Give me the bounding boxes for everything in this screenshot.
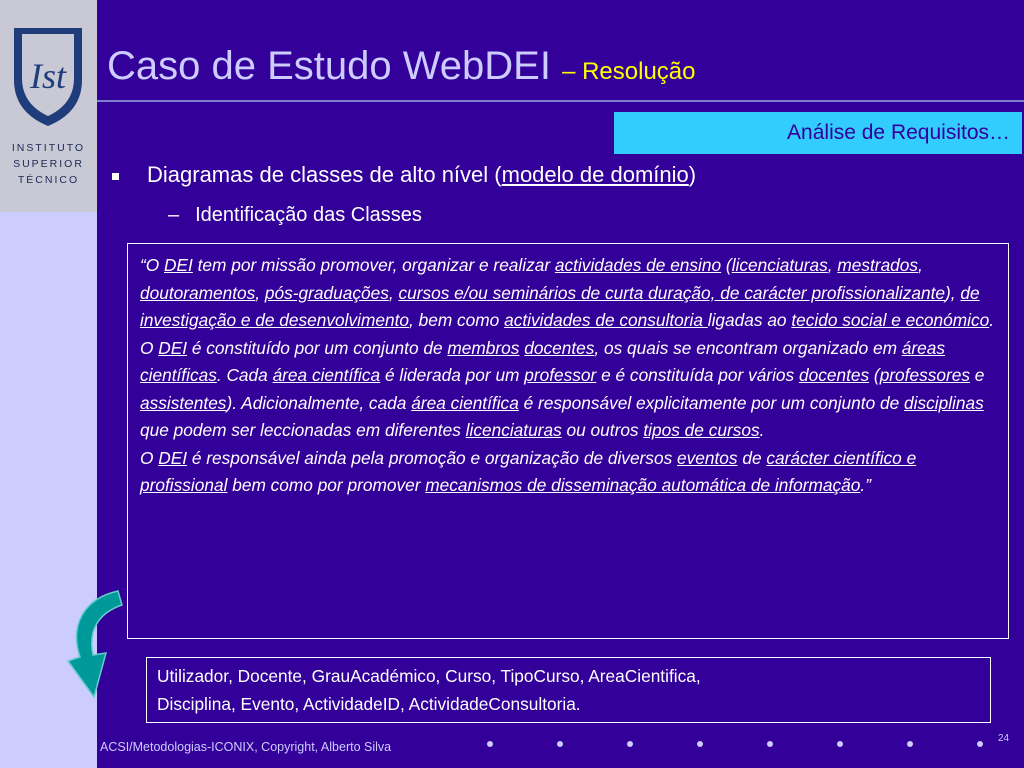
- quote-text: ligadas ao: [707, 310, 792, 330]
- quote-text: é responsável explicitamente por um conjunto de: [518, 392, 905, 413]
- quote-text: é responsável ainda pela promoção e organização de diversos: [187, 447, 678, 468]
- underlined-term[interactable]: DEI: [158, 337, 188, 358]
- quote-text: ),: [945, 282, 961, 303]
- logo-line-1: INSTITUTO: [11, 142, 86, 154]
- underlined-term[interactable]: docentes: [524, 337, 595, 358]
- quote-text: (: [869, 365, 880, 385]
- underlined-term[interactable]: doutoramentos: [140, 282, 256, 303]
- quote-text: que podem ser leccionadas em diferentes: [140, 420, 466, 440]
- underlined-term[interactable]: DEI: [158, 447, 188, 468]
- bullet-text: Diagramas de classes de alto nível (: [147, 162, 502, 187]
- title-text: Caso de Estudo WebDEI: [107, 44, 551, 88]
- quote-text: , bem como: [409, 310, 505, 330]
- curved-arrow-icon: [60, 585, 130, 705]
- institution-name: [0, 140, 97, 188]
- quote-text: ,: [918, 255, 923, 275]
- ist-shield-icon: [0, 0, 97, 140]
- underlined-term[interactable]: mestrados: [837, 255, 919, 275]
- underlined-term[interactable]: pós-graduações: [264, 282, 389, 303]
- underlined-term[interactable]: cursos e/ou seminários de curta duração, de carácter profissionalizante: [398, 282, 946, 303]
- svg-text:Ist: Ist: [30, 56, 66, 96]
- underlined-term[interactable]: professores: [879, 365, 970, 385]
- quote-text: é constituído por um conjunto de: [187, 337, 448, 358]
- quote-text: ,: [255, 282, 265, 303]
- quote-text: é liderada por um: [380, 365, 525, 385]
- square-bullet-icon: [112, 173, 119, 180]
- underlined-term[interactable]: mecanismos de disseminação automática de informação: [425, 475, 861, 495]
- dei-mission-quote: [127, 243, 1009, 639]
- quote-text: ,: [827, 255, 838, 275]
- identified-classes-box: [146, 657, 991, 723]
- quote-paragraph-3: [140, 445, 998, 500]
- page-number: 24: [998, 733, 1010, 744]
- quote-text: “O: [140, 255, 164, 275]
- dash-bullet-icon: –: [168, 204, 180, 226]
- underlined-term[interactable]: de investigação e de desenvolvimento: [140, 282, 980, 330]
- quote-paragraph-2: [140, 335, 998, 445]
- quote-text: O: [140, 337, 159, 358]
- underlined-term[interactable]: actividades de consultoria: [504, 310, 708, 330]
- section-label: Análise de Requisitos…: [614, 112, 1022, 154]
- quote-text: O: [140, 447, 159, 468]
- underlined-term[interactable]: tipos de cursos: [643, 420, 760, 440]
- underlined-term[interactable]: disciplinas: [904, 392, 984, 413]
- quote-text: .: [989, 310, 995, 330]
- quote-paragraph-1: [140, 252, 998, 335]
- underlined-term[interactable]: DEI: [164, 255, 193, 275]
- classes-line-1: Utilizador, Docente, GrauAcadémico, Curso, TipoCurso, AreaCientifica,: [157, 666, 701, 686]
- underlined-term[interactable]: área científica: [272, 365, 381, 385]
- quote-text: de: [737, 447, 767, 468]
- footer-dot-icon: [627, 741, 633, 747]
- quote-text: bem como por promover: [227, 475, 426, 495]
- footer-dot-icon: [697, 741, 703, 747]
- footer-dot-icon: [907, 741, 913, 747]
- underlined-term[interactable]: actividades de ensino: [554, 255, 722, 275]
- quote-text: (: [721, 255, 732, 275]
- footer-dot-icon: [767, 741, 773, 747]
- underlined-term[interactable]: tecido social e económico: [791, 310, 990, 330]
- quote-text: ou outros: [561, 420, 644, 440]
- quote-text: e é constituída por vários: [596, 365, 799, 385]
- underlined-term[interactable]: licenciaturas: [465, 420, 562, 440]
- underlined-term[interactable]: professor: [524, 365, 597, 385]
- title-subtitle: – Resolução: [562, 58, 696, 85]
- bullet-level-2: [168, 204, 422, 227]
- bullet-level-1: [112, 162, 696, 188]
- logo-line-2: SUPERIOR: [13, 158, 84, 170]
- underlined-term[interactable]: carácter científico e profissional: [140, 447, 917, 495]
- footer-copyright: ACSI/Metodologias-ICONIX, Copyright, Alberto Silva: [100, 740, 392, 754]
- bullet-close-paren: ): [688, 162, 697, 187]
- quote-text: ,: [388, 282, 399, 303]
- quote-text: . Cada: [216, 365, 273, 385]
- logo-line-3: TÉCNICO: [17, 174, 80, 186]
- quote-text: e: [969, 365, 985, 385]
- footer-dot-icon: [557, 741, 563, 747]
- underlined-term[interactable]: assistentes: [140, 392, 227, 413]
- quote-text: .: [759, 420, 765, 440]
- bullet-text: Identificação das Classes: [195, 204, 422, 226]
- underlined-term[interactable]: membros: [447, 337, 520, 358]
- footer-dot-icon: [837, 741, 843, 747]
- underlined-term[interactable]: eventos: [677, 447, 738, 468]
- underlined-term[interactable]: áreas científicas: [140, 337, 946, 385]
- footer-dot-icon: [487, 741, 493, 747]
- underlined-term[interactable]: licenciaturas: [731, 255, 828, 275]
- quote-text: tem por missão promover, organizar e realizar: [192, 255, 555, 275]
- domain-model-link[interactable]: modelo de domínio: [501, 162, 689, 187]
- quote-text: .”: [860, 475, 871, 495]
- quote-text: ). Adicionalmente, cada: [226, 392, 412, 413]
- footer-dot-icon: [977, 741, 983, 747]
- title-divider: [97, 100, 1024, 102]
- underlined-term[interactable]: docentes: [798, 365, 870, 385]
- classes-line-2: Disciplina, Evento, ActividadeID, ActividadeConsultoria.: [157, 693, 581, 714]
- quote-text: , os quais se encontram organizado em: [594, 337, 902, 358]
- underlined-term[interactable]: área científica: [411, 392, 519, 413]
- ist-logo: [0, 0, 97, 212]
- slide-title: [107, 44, 696, 89]
